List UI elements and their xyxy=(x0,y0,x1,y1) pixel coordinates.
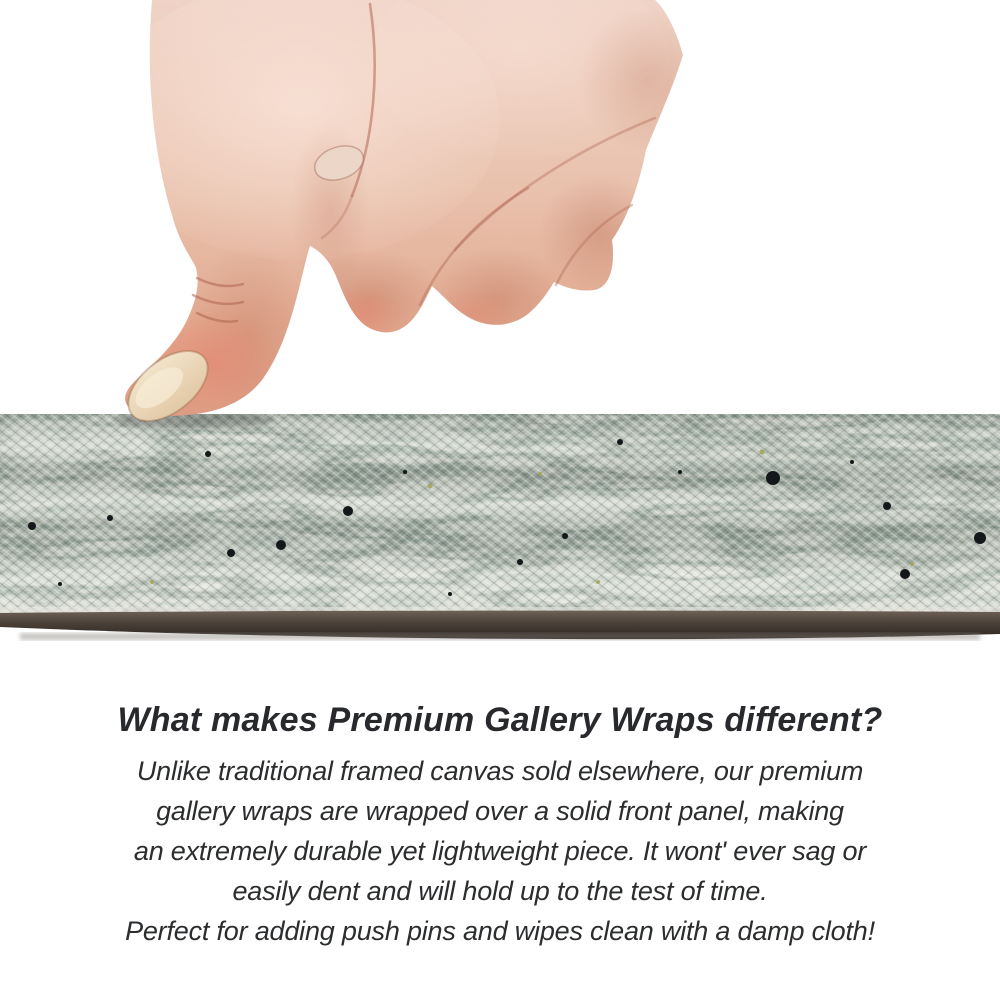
hand-shape xyxy=(100,0,718,422)
canvas-face xyxy=(0,414,1000,616)
panel-drop-shadow xyxy=(20,633,980,640)
body-line-3: an extremely durable yet lightweight piece. It wont' ever sag or xyxy=(133,836,867,867)
canvas-texture-graphic xyxy=(0,414,1000,649)
hand-pressing-thumb xyxy=(0,0,1000,422)
heading: What makes Premium Gallery Wraps different? xyxy=(117,701,883,739)
body-line-2: gallery wraps are wrapped over a solid front panel, making xyxy=(156,796,844,827)
copy-block xyxy=(0,701,1000,951)
canvas-panel-strip xyxy=(0,414,1000,649)
body-line-1: Unlike traditional framed canvas sold elsewhere, our premium xyxy=(136,756,864,787)
body-line-5: Perfect for adding push pins and wipes clean with a damp cloth! xyxy=(125,916,875,947)
body-line-4: easily dent and will hold up to the test of time. xyxy=(232,876,768,907)
